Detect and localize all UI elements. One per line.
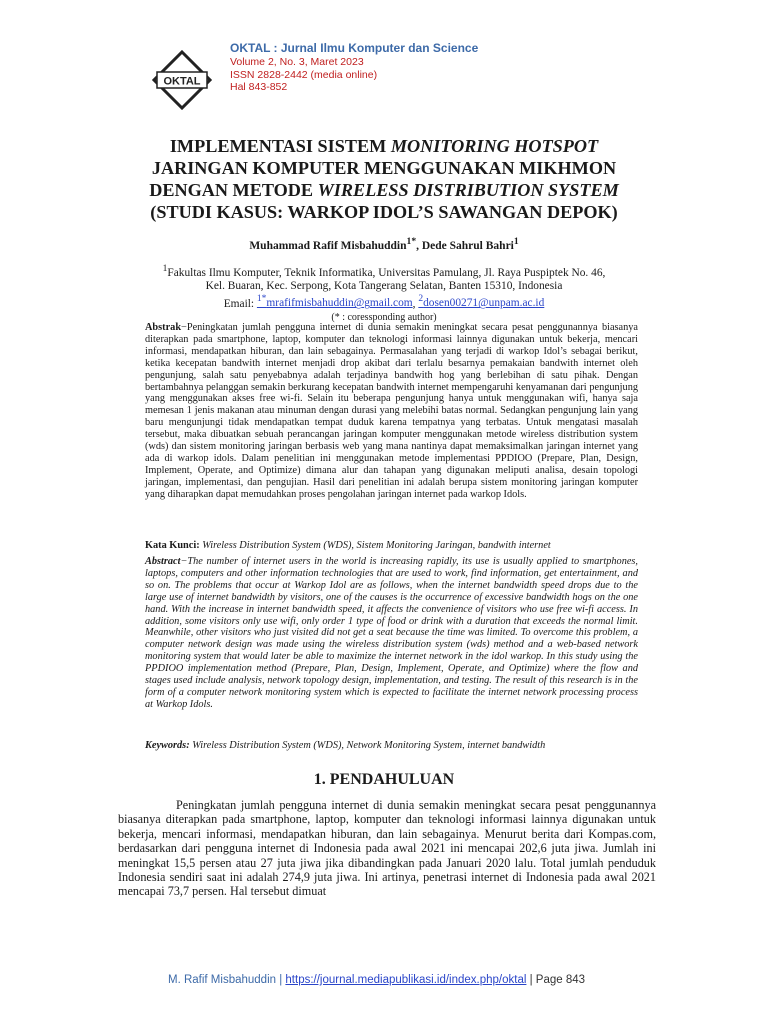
author-1-sup: 1* [406, 236, 417, 247]
kata-kunci [145, 540, 638, 551]
abstract-text: −The number of internet users in the world is increasing rapidly, its use is usually applied to smartphones, laptops, computers and other information technologies that are used to work, find information, get entertainment, and so on. The problems that occur at Warkop Idol are as follows, when the internet bandwidth speed drops due to the large use of internet bandwidth by visitors, one of the causes is the occurrence of excessive bandwidth hogs on the one hand. With the increase in internet bandwidth speed, it affects the convenience of visitors who use free wi-fi access. In addition, some visitors only use wifi, only order 1 type of food or drink with a duration that exceeds the normal limit. Meanwhile, other visitors who just visited did not get a seat because the time was limited. To overcome this problem, a computer network design was made using the wireless distribution system (wds) method and a web-based network monitoring system that would later be able to maximize the internet network in the idol warkop. In this study using the PPDIOO implementation method (Prepare, Plan, Design, Implement, Operate, and Optimize) where the flow and stages used include analysis, network topology design, implementation, and testing. The result of this research is in the form of a computer network monitoring system which is expected to facilitate the internet network processing process at Warkop Idols. [145, 556, 638, 710]
email-label: Email: [223, 297, 257, 310]
email-line [0, 294, 768, 311]
footer-url-link[interactable]: https://journal.mediapublikasi.id/index.php/oktal [285, 974, 527, 986]
body-paragraph [118, 798, 656, 899]
author-separator: , [416, 239, 422, 252]
journal-header [152, 40, 672, 102]
title-line1b: MONITORING HOTSPOT [390, 136, 599, 156]
paper-title [0, 135, 768, 223]
title-line1a: IMPLEMENTASI SISTEM [169, 136, 391, 156]
footer-page: | Page 843 [526, 974, 586, 986]
email-link-2[interactable]: $^2$dosen00271@unpam.ac.id [418, 294, 545, 310]
keywords-label: Keywords: [145, 740, 193, 751]
title-line4: (STUDI KASUS: WARKOP IDOL’S SAWANGAN DEPOK) [150, 202, 618, 222]
logo-text: OKTAL [163, 75, 201, 88]
affiliation-line1: Fakultas Ilmu Komputer, Teknik Informatika, Universitas Pamulang, Jl. Raya Puspiptek No. 46, [167, 266, 606, 279]
affiliation-sup: 1 [162, 264, 168, 274]
email-separator: , [412, 297, 419, 310]
keywords-text: Wireless Distribution System (WDS), Network Monitoring System, internet bandwidth [192, 740, 546, 751]
author-1: Muhammad Rafif Misbahuddin [249, 239, 407, 252]
journal-name: OKTAL : Jurnal Ilmu Komputer dan Science [230, 41, 479, 55]
corresponding-note: (* : coressponding author) [331, 311, 437, 323]
journal-pages: Hal 843-852 [230, 81, 288, 93]
author-2: Dede Sahrul Bahri [421, 239, 514, 252]
abstract-english [145, 556, 638, 711]
abstract-label: Abstract [145, 556, 181, 567]
journal-issn: ISSN 2828-2442 (media online) [230, 68, 378, 81]
page-footer [168, 974, 585, 986]
affiliation [0, 263, 768, 324]
abstrak-label: Abstrak [145, 322, 182, 333]
title-line3b: WIRELESS DISTRIBUTION SYSTEM [317, 180, 619, 200]
author-2-sup: 1 [513, 236, 519, 247]
authors [0, 236, 768, 252]
journal-volume: Volume 2, No. 3, Maret 2023 [230, 56, 364, 68]
title-line2: JARINGAN KOMPUTER MENGGUNAKAN MIKHMON [151, 158, 617, 178]
section-heading: 1. PENDAHULUAN [313, 771, 455, 788]
kata-kunci-label: Kata Kunci: [145, 540, 203, 551]
footer-author: M. Rafif Misbahuddin | [168, 974, 286, 986]
title-line3a: DENGAN METODE [149, 180, 318, 200]
affiliation-line2: Kel. Buaran, Kec. Serpong, Kota Tangerang Selatan, Banten 15310, Indonesia [205, 280, 563, 293]
abstrak-text: −Peningkatan jumlah pengguna internet di dunia semakin meningkat secara pesat penggunannya biasanya diterapkan pada smartphone, laptop, komputer dan teknologi informasi lainnya digunakan untuk bekerja, mencari informasi, mendapatkan hiburan, dan lain sebagainya. Permasalahan yang terjadi di warkop Idol’s sebagai berikut, ketika kecepatan bandwith internet menjadi drop akibat dari terlalu besarnya pemakaian bandwith internet oleh pengunjung, salah satu penyebabnya adalah terjadinya bandwith hog yang berlebihan di satu pihak. Dengan bertambahnya pelanggan semakin berkurang kecepatan bandwith internet mempengaruhi kenyamanan dari pengunjung yang menggunakan akses free wi-fi. Selain itu beberapa pengunjung hanya untuk menggunakan wifi, hanya saja memesan 1 jenis makanan atau minuman dengan durasi yang melebihi batas normal. Sedangkan pengunjung lain yang baru mengunjungi tidak mendapatkan tempat duduk karena tempatnya yang terbatas. Untuk mengatasi masalah tersebut, maka dibuatkan sebuah perancangan jaringan komputer menggunakan metode wireless distribution system (wds) dan sistem monitoring jaringan berbasis web yang mana nantinya dapat memaksimalkan jaringan internet yang ada di warkop idols. Dalam penelitian ini menggunakan metode implementasi PPDIOO (Prepare, Plan, Design, Implement, Operate, and Optimize) dimana alur dan tahapan yang digunakan meliputi analisa, desain topologi jaringan, implementasi, dan pengujian. Hasil dari penelitian ini adalah berupa sistem monitoring jaringan komputer yang diharapkan dapat memudahkan proses pengolahan jaringan internet pada warkop Idols. [145, 322, 638, 500]
abstrak [145, 322, 638, 501]
section-paragraph: Peningkatan jumlah pengguna internet di dunia semakin meningkat secara pesat penggunannya biasanya diterapkan pada smartphone, laptop, komputer dan teknologi informasi lainnya digunakan untuk bekerja, mencari informasi, mendapatkan hiburan, dan lain sebagainya. Menurut berita dari Kompas.com, berdasarkan dari pengguna internet di Indonesia pada awal 2021 ini mencapai 202,6 juta jiwa. Jumlah ini meningkat 15,5 persen atau 27 juta jiwa jika dibandingkan pada Januari 2020 lalu. Total jumlah penduduk Indonesia sendiri saat ini adalah 274,9 juta jiwa. Ini artinya, penetrasi internet di Indonesia pada awal 2021 mencapai 73,7 persen. Hal tersebut dimuat [118, 798, 656, 899]
journal-logo [152, 50, 212, 110]
email-link-1[interactable]: $^{1*}$mrafifmisbahuddin@gmail.com [256, 294, 413, 310]
kata-kunci-text: Wireless Distribution System (WDS), Sistem Monitoring Jaringan, bandwith internet [202, 540, 551, 551]
keywords [145, 740, 638, 751]
